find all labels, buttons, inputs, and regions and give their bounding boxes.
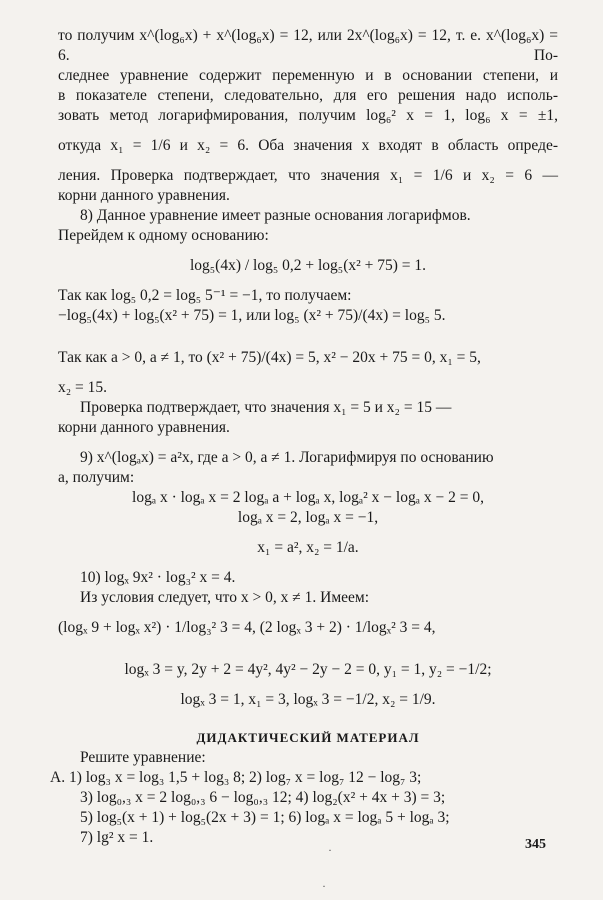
text-line: 9) x^(logₐx) = a²x, где a > 0, a ≠ 1. Логарифмируя по основанию (80, 449, 494, 466)
text-line: Так как log₅ 0,2 = log₅ 5⁻¹ = −1, то получаем: (58, 287, 352, 304)
text-line: корни данного уравнения. (58, 419, 230, 436)
text-line: ления. Проверка подтверждает, что значения x₁ = 1/6 и x₂ = 6 — (58, 167, 558, 184)
page-number: 345 (525, 837, 546, 852)
text-line: зовать метод логарифмирования, получим log₆² x = 1, log₆ x = ±1, (58, 107, 558, 124)
text-line: x₂ = 15. (58, 379, 108, 396)
formula-line: Так как a > 0, a ≠ 1, то (x² + 75)/(4x) = 5, x² − 20x + 75 = 0, x₁ = 5, (58, 349, 481, 366)
text-line: в показателе степени, следовательно, для его решения надо исполь- (58, 87, 558, 104)
formula-line: log₅(4x) / log₅ 0,2 + log₅(x² + 75) = 1. (189, 257, 427, 274)
formula-line: (logₓ 9 + logₓ x²) · 1/log₃² 3 = 4, (2 logₓ 3 + 2) · 1/logₓ² 3 = 4, (58, 619, 436, 636)
exercise-line: A. 1) log₃ x = log₃ 1,5 + log₃ 8; 2) log₇ x = log₇ 12 − log₇ 3; (50, 769, 422, 786)
formula-line: −log₅(4x) + log₅(x² + 75) = 1, или log₅ (x² + 75)/(4x) = log₅ 5. (58, 307, 446, 324)
formula-line: x₁ = a², x₂ = 1/a. (257, 539, 359, 556)
exercise-line: 3) log₀,₃ x = 2 log₀,₃ 6 − log₀,₃ 12; 4) log₂(x² + 4x + 3) = 3; (80, 789, 446, 806)
page-body (50, 26, 558, 848)
speck-mark: · (328, 843, 332, 857)
text-line: 10) logₓ 9x² · log₃² x = 4. (80, 569, 236, 586)
text-line: то получим x^(log₆x) + x^(log₆x) = 12, или 2x^(log₆x) = 12, т. е. x^(log₆x) = 6. По- (58, 27, 558, 64)
text-line: Проверка подтверждает, что значения x₁ = 5 и x₂ = 15 — (80, 399, 452, 416)
exercise-line: 7) lg² x = 1. (80, 829, 154, 846)
text-line: следнее уравнение содержит переменную и в основании степени, и (58, 67, 558, 84)
text-line: 8) Данное уравнение имеет разные основания логарифмов. (80, 207, 471, 224)
formula-line: logₐ x · logₐ x = 2 logₐ a + logₐ x, logₐ² x − logₐ x − 2 = 0, (132, 489, 484, 506)
text-line: Из условия следует, что x > 0, x ≠ 1. Имеем: (80, 589, 369, 606)
section-heading: ДИДАКТИЧЕСКИЙ МАТЕРИАЛ (196, 730, 420, 745)
text-line: a, получим: (58, 469, 135, 486)
speck-mark: · (322, 879, 326, 893)
formula-line: logₐ x = 2, logₐ x = −1, (237, 509, 379, 526)
exercise-line: 5) log₅(x + 1) + log₅(2x + 3) = 1; 6) logₐ x = logₐ 5 + logₐ 3; (80, 809, 450, 826)
formula-line: logₓ 3 = 1, x₁ = 3, logₓ 3 = −1/2, x₂ = 1/9. (180, 691, 436, 708)
text-line: откуда x₁ = 1/6 и x₂ = 6. Оба значения x входят в область опреде- (58, 137, 558, 154)
formula-line: logₓ 3 = y, 2y + 2 = 4y², 4y² − 2y − 2 = 0, y₁ = 1, y₂ = −1/2; (124, 661, 492, 678)
text-line: Перейдем к одному основанию: (58, 227, 269, 244)
text-line: корни данного уравнения. (58, 187, 230, 204)
exercise-intro: Решите уравнение: (80, 749, 206, 766)
